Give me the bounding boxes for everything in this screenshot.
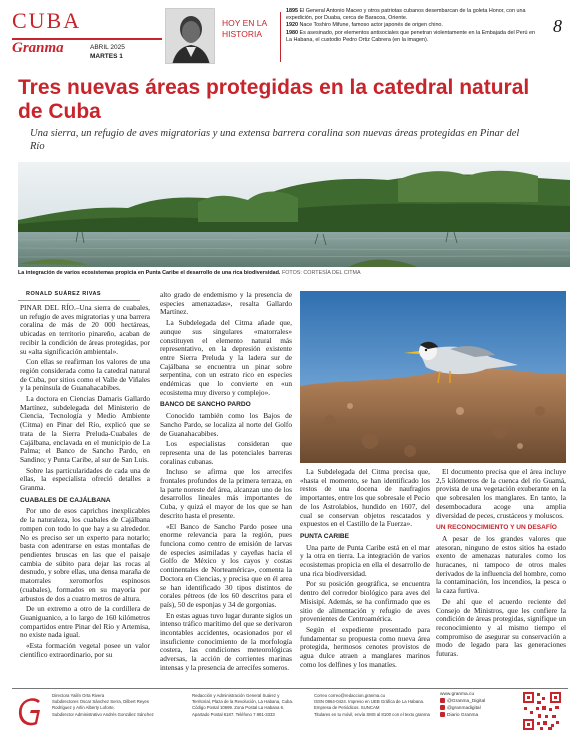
- subheading-punta-caribe: PUNTA CARIBE: [300, 532, 350, 540]
- header-divider: [280, 12, 281, 62]
- instagram-handle: @granmadigital: [447, 706, 481, 711]
- hoy-line-2: HISTORIA: [222, 29, 262, 39]
- issue-date: ABRIL 2025: [90, 44, 125, 51]
- qr-code-icon[interactable]: [522, 691, 562, 731]
- paragraph: Incluso se afirma que los arrecifes frontales profundos de la primera terraza, en la parte noreste del área, alcanzan uno de los desarrollos lineales más importantes de Cuba, y quizá el mayor de los que se han descrito hasta el presente.: [160, 467, 292, 520]
- footer-line: ISSN 0864-0424. Impreso en UEB Gráfica de La Habana.: [314, 699, 425, 705]
- facebook-link[interactable]: [440, 712, 485, 719]
- website-text: www.granma.cu: [440, 692, 475, 697]
- granma-logo: [18, 697, 44, 727]
- facebook-handle: Diario Granma: [447, 713, 479, 718]
- paragraph: Según el expediente presentado para fundamentar su propuesta como nueva área protegida, hermosos cenotes provistos de agua dulce atraen a manglares marinos como los delfines y los manatíes.: [300, 624, 430, 669]
- paragraph: Conocido también como los Bajos de Sancho Pardo, se localiza al norte del Golfo de Guanahacabibes.: [160, 411, 292, 438]
- byline: RONALD SUÁREZ RIVAS: [26, 291, 102, 297]
- footer-contact: [314, 693, 436, 718]
- subheading-cuabales: CUABALES DE CAJÁLBANA: [20, 496, 111, 504]
- paragraph: Sobre las particularidades de cada una de ellas, la especialista ofreció detalles a Granma.: [20, 465, 150, 493]
- page-number: 8: [553, 16, 562, 36]
- subheading-reconocimiento: UN RECONOCIMIENTO Y UN DESAFÍO: [436, 524, 557, 532]
- paragraph: Una parte de Punta Caribe está en el mar y la otra en tierra. La integración de varios ecosistemas propicia en ella el desarrollo de una rica biodiversidad.: [300, 542, 430, 578]
- footer-line: Rodríguez y Arlin Alberty Loforte.: [52, 705, 115, 711]
- page-footer: [12, 688, 568, 734]
- footer-line: Empresa de Periódicos. SUNCAM: [314, 705, 380, 711]
- paragraph: El documento precisa que el área incluye 2,5 kilómetros de la cuenca del río Guamá, provista de una vegetación exuberante en la que sobresalen los manglares. En tanto, la desembocadura acoge una amplia diversidad de peces, crustáceos y moluscos.: [436, 467, 566, 520]
- event-item: [286, 30, 536, 44]
- twitter-handle: @Granma_Digital: [447, 699, 486, 704]
- article-subtitle: Una sierra, un refugio de aves migratorias y una extensa barrera coralina son nuevas áreas protegidas en Pinar del Río: [30, 128, 520, 152]
- footer-address: [192, 693, 312, 718]
- article-column-1: [20, 304, 150, 661]
- footer-line: Territorial, Plaza de la Revolución, La Habana, Cuba.: [192, 699, 294, 705]
- main-photo-mangroves: [18, 162, 570, 267]
- caption-text: La integración de varios ecosistemas propicia en Punta Caribe el desarrollo de una rica biodiversidad.: [18, 270, 281, 276]
- paragraph: Por su posición geográfica, se encuentra dentro del corredor biológico para aves del Misisipí. Además, se ha confirmado que es sitio de alimentación y refugio de aves provenientes de Centroamérica.: [300, 579, 430, 624]
- masthead: [12, 8, 162, 64]
- paragraph: «El Banco de Sancho Pardo posee una enorme relevancia para la región, pues funciona como centro de emisión de larvas de especies asimiladas y cayeñas hacia el Golfo de México y los cayos y costas continentales de Norteamérica», comenta la Doctora en Ciencias, y precisa que en él area se han identificado 30 tipos distintos de corales pétreos (de los 60 descritos para el país), 50 de esponjas y 34 de gorgonias.: [160, 521, 292, 609]
- website-link[interactable]: [440, 691, 485, 698]
- paragraph: Por uno de esos caprichos inexplicables de la naturaleza, los cuabales de Cajálbana rompen con todo lo que hay a su alrededor. No es preciso ser un experto para notarlo; basta con adentrarse en estas montañas de pendientes bruscas en las que el paisaje cambia de súbito para dejar las rocas al desnudo, y sobre ellas, una densa maraña de matorrales xeromorfos espinosos (cuabales), formados en su mayoría por arbustos de dos a cuatro metros de altura.: [20, 506, 150, 603]
- footer-line: Subdirector Administrativo Andrés González Sánchez: [52, 711, 154, 717]
- article-column-4: [436, 468, 566, 661]
- instagram-icon: [440, 705, 445, 710]
- instagram-link[interactable]: [440, 705, 485, 712]
- event-year: 1980: [286, 29, 298, 36]
- twitter-link[interactable]: [440, 698, 485, 705]
- section-name: CUBA: [12, 8, 82, 33]
- paragraph: En estas aguas tuvo lugar durante siglos un intenso tráfico marítimo del que se derivaron incontables accidentes, ocasionados por el insuficiente conocimiento de la morfología costera, las condiciones meteorológicas adversas, la acción de corrientes marinas intensas y la presencia de arrecifes someros.: [160, 610, 292, 672]
- photo-credit: FOTOS: CORTESÍA DEL CITMA: [281, 270, 361, 276]
- event-year: 1895: [286, 8, 298, 14]
- footer-line: Subdirectores Oscar Sánchez Serra, Dilbert Reyes: [52, 699, 149, 705]
- issue-day: MARTES 1: [90, 53, 123, 60]
- footer-staff: [52, 693, 172, 718]
- main-photo-caption: [18, 270, 570, 276]
- event-item: [286, 22, 536, 29]
- today-in-history-label: [222, 18, 267, 40]
- event-year: 1920: [286, 22, 298, 29]
- article-column-2: [160, 291, 292, 675]
- article-headline: Tres nuevas áreas protegidas en la catedral natural de Cuba: [18, 76, 530, 123]
- paragraph: Los especialistas consideran que representa una de las potenciales barreras coralinas cubanas.: [160, 439, 292, 466]
- event-text: Nace Toshiro Mifune, famoso actor japonés de origen chino.: [299, 22, 443, 29]
- paragraph: alto grado de endemismo y la presencia de especies amenazadas», resalta Gallardo Martínez.: [160, 290, 292, 317]
- paragraph: La Subdelegada del Citma añade que, aunque sus singulares «matorrales» constituyen el elemento natural más representativo, en la depresión existente entre Sierra Preluda y la ladera sur de Cajálbana se encuentra un pinar sobre serpentina, con un estrato rico en especies endémicas que lo convierte en «un ecosistema muy diverso y complejo».: [160, 318, 292, 397]
- tern-bird-photo: [300, 291, 566, 463]
- portrait-photo: [165, 8, 215, 64]
- footer-line: Redacción y Administración General Suárez y: [192, 693, 280, 698]
- paragraph: «Esta formación vegetal posee un valor científico extraordinario, por su: [20, 641, 150, 659]
- event-text: El General Antonio Maceo y otros patriotas cubanos desembarcan de la goleta Honor, con una expedición, por Duaba, cerca de Baracoa, Oriente.: [286, 8, 526, 22]
- footer-line: Código Postal 10699. Zona Postal La Habana 6.: [192, 705, 285, 711]
- subheading-sancho-pardo: BANCO DE SANCHO PARDO: [160, 401, 251, 409]
- footer-line: Correo correo@redaccion.granma.cu: [314, 693, 385, 698]
- paragraph: PINAR DEL RÍO.–Una sierra de cuabales, un refugio de aves migratorias y una barrera coralina de más de 20 000 hectáreas, ubicadas en territorio pinareño, acaban de recibir la condición de áreas protegidas, por su «alta significación ambiental».: [20, 303, 150, 356]
- paragraph: La Subdelegada del Citma precisa que, «hasta el momento, se han identificado los restos de una docena de naufragios importantes, entre los que sobresale el Pecio de los Astrolabios, hundido en 1607, del cual se conservan objetos rescatados y expuestos en el Castillo de la Fuerza».: [300, 467, 430, 529]
- history-events: [286, 8, 536, 44]
- footer-line: Titulares en tu móvil, envía SMS al 8100 con el texto granma: [314, 711, 430, 717]
- event-item: [286, 8, 536, 22]
- footer-line: Apartado Postal 6187. Teléfono 7 881-3333: [192, 711, 275, 717]
- brand-logo-text: Granma: [12, 40, 64, 56]
- page-header: [12, 8, 568, 64]
- paragraph: La doctora en Ciencias Damaris Gallardo Martínez, subdelegada del Ministerio de Ciencia, Tecnología y Medio Ambiente (Citma) en Pinar del Río, explicó que se trata de la Sierra Preluda-Cuabales de Cajálbana, enclavada en el municipio de La Palma; el Banco de Sancho Pardo, en Sandino; y Punta Caribe, al sur de San Luis.: [20, 394, 150, 464]
- paragraph: Con ellas se reafirman los valores de una región considerada como la catedral natural de Cuba, por sitios como el Valle de Viñales y la península de Guanahacabibes.: [20, 357, 150, 393]
- byline-rule: [18, 300, 140, 301]
- footer-line: Directora Yailín Orta Rivera: [52, 693, 105, 698]
- social-links: [440, 691, 485, 719]
- paragraph: De ahí que el acuerdo reciente del Consejo de Ministros, que les confiere la condición de áreas protegidas, signifique un reconocimiento y al mismo tiempo el compromiso de asegurar su conservación a modo de legado para las generaciones futuras.: [436, 596, 566, 659]
- paragraph: A pesar de los grandes valores que atesoran, ninguno de estos sitios ha estado exento de amenazas naturales como los huracanes, ni tampoco de otros males derivados de la influencia del hombre, como la contaminación, los incendios, la pesca o la caza furtiva.: [436, 533, 566, 596]
- event-text: Es asesinado, por elementos antisociales que penetran violentamente en la Embajada del Perú en La Habana, el custodio Pedro Ortiz Cabrera (en la imagen).: [286, 29, 536, 43]
- article-column-3: [300, 468, 430, 671]
- paragraph: De un extremo a otro de la cordillera de Guaniguanico, a lo largo de 160 kilómetros compartidos entre Pinar del Río y Artemisa, no existe nada igual.: [20, 604, 150, 640]
- facebook-icon: [440, 712, 445, 717]
- hoy-line-1: HOY EN LA: [222, 18, 268, 28]
- twitter-icon: [440, 698, 445, 703]
